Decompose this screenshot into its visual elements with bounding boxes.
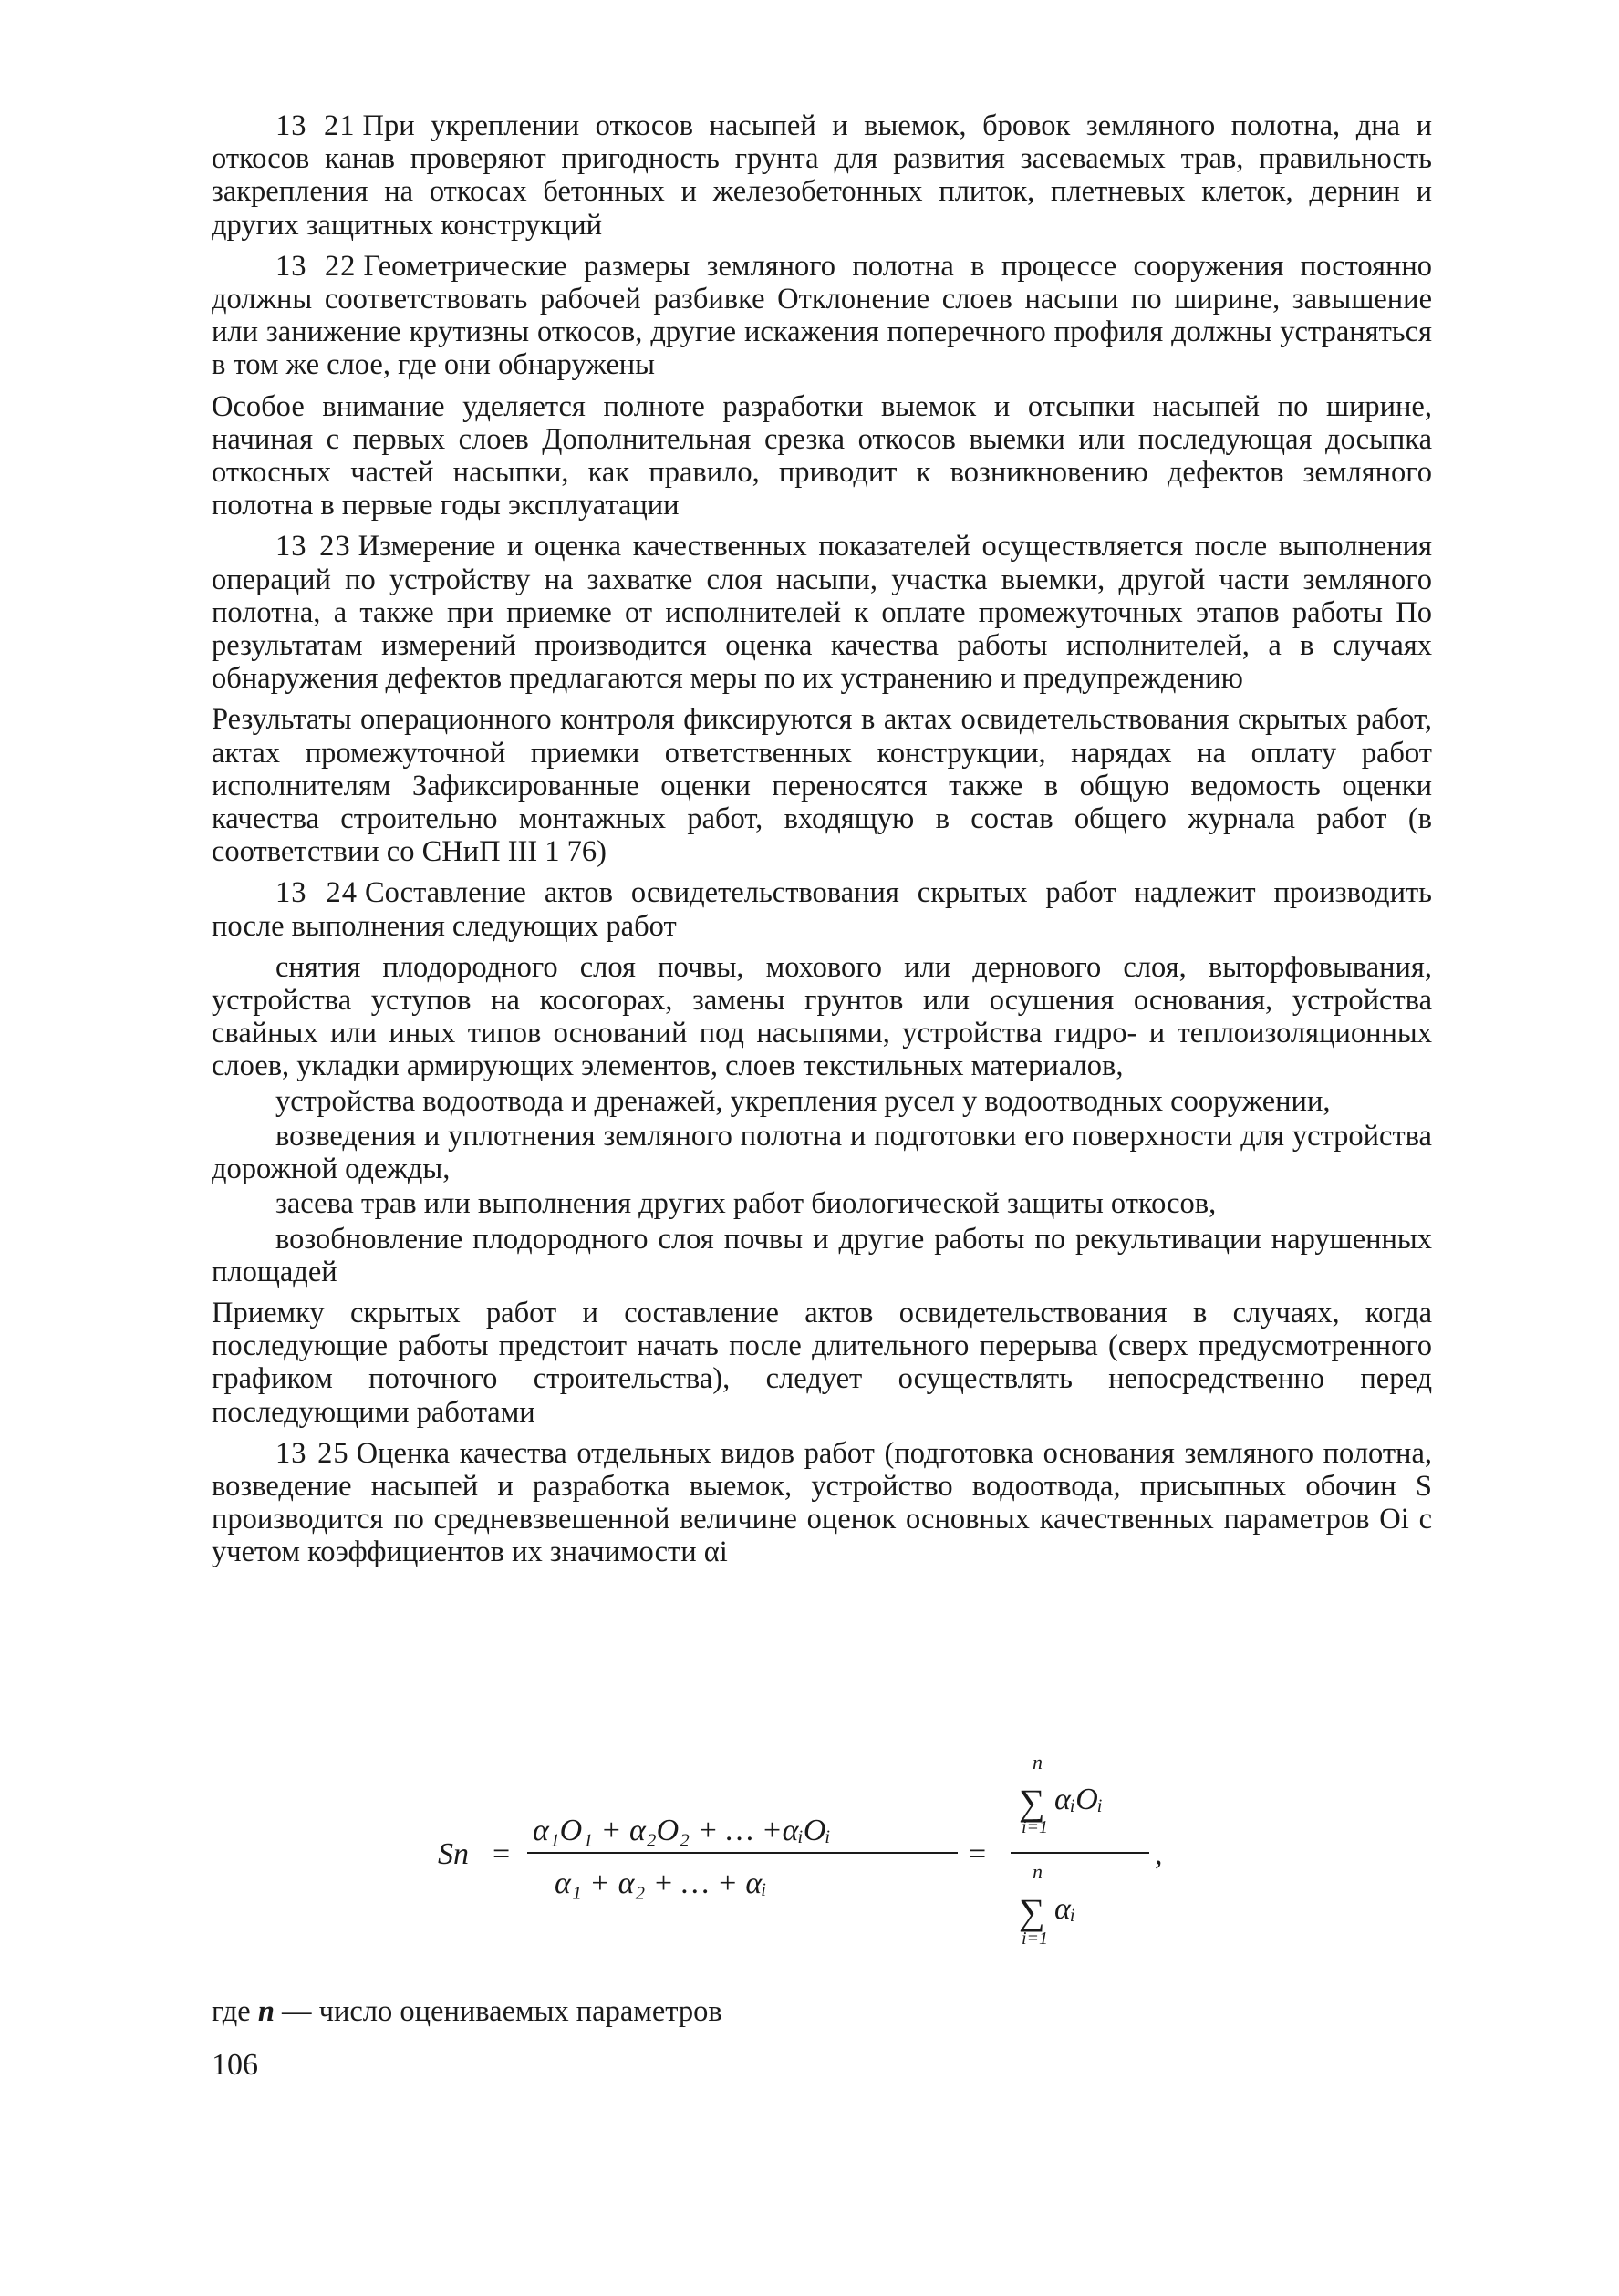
paragraph-text: Приемку скрытых работ и составление актов освидетельствования в случаях, когда последующие работы предстоит начать после длительного перерыва (сверх предусмотренного графиком поточного строительства), следует осуществлять непосредственно перед последующими работами (212, 1296, 1432, 1429)
paragraph-text: Измерение и оценка качественных показателей осуществляется после выполнения операций по устройству на захватке слоя насыпи, участка выемки, другой части земляного полотна, а также при приемке от исполнителей к оплате промежуточных этапов работы По результатам измерений производится оценка качества работы исполнителей, а в случаях обнаружения дефектов предлагаются меры по их устранению и предупреждению (212, 530, 1433, 696)
list-item-topsoil (212, 951, 1432, 1083)
paragraph-text: засева трав или выполнения других работ биологической защиты откосов, (275, 1187, 1217, 1221)
list-item-drainage (212, 1085, 1432, 1118)
clause-number: 13 23 (275, 530, 351, 564)
paragraph-text: возобновление плодородного слоя почвы и другие работы по рекультивации нарушенных площадей (212, 1222, 1432, 1288)
paragraph-text: устройства водоотвода и дренажей, укрепления русел у водоотводных сооружении, (275, 1084, 1331, 1118)
paragraph-text: Оценка качества отдельных видов работ (подготовка основания земляного полотна, возведение насыпей и разработка выемок, устройство водоотвода, присыпных обочин S производится по средневзвешенной величине оценок основных качественных параметров Oi с учетом коэффициентов их значимости αi (212, 1436, 1433, 1569)
formula-lhs: Sп (438, 1837, 469, 1871)
formula-equals-2: = (969, 1837, 987, 1871)
formula-comma: , (1155, 1837, 1163, 1871)
clause-number: 13 25 (275, 1436, 349, 1470)
formula-explanation (212, 1995, 722, 2029)
formula-fraction-denominator: α₁ + α₂ + … + αᵢ (555, 1867, 767, 1900)
paragraph-13-24 (212, 876, 1432, 942)
sum-lower-limit-2: i=1 (1022, 1929, 1049, 1949)
formula-equals: = (493, 1837, 511, 1871)
paragraph-results (212, 703, 1432, 868)
body-text (212, 109, 1432, 1577)
formula-fraction-numerator: α₁O₁ + α₂O₂ + … +αᵢOᵢ (533, 1814, 831, 1847)
sum-upper-limit: n (1033, 1751, 1043, 1774)
where-description: — число оцениваемых параметров (282, 1995, 722, 2028)
summation-icon-2: ∑ (1019, 1891, 1045, 1932)
page-number: 106 (212, 2048, 258, 2082)
clause-number: 13 24 (275, 876, 358, 910)
paragraph-width-attention (212, 390, 1432, 522)
paragraph-text: Составление актов освидетельствования скрытых работ надлежит производить после выполнения следующих работ (212, 876, 1432, 943)
paragraph-13-23 (212, 530, 1432, 695)
list-item-recultivation (212, 1223, 1432, 1288)
sum-term-2: αᵢ (1054, 1892, 1076, 1926)
where-variable: n (257, 1995, 275, 2028)
paragraph-text: возведения и уплотнения земляного полотна и подготовки его поверхности для устройства дорожной одежды, (212, 1119, 1432, 1186)
paragraph-13-22 (212, 250, 1432, 382)
clause-number: 13 21 (275, 109, 356, 142)
paragraph-13-21 (212, 109, 1432, 242)
paragraph-acceptance (212, 1297, 1432, 1429)
paragraph-text: снятия плодородного слоя почвы, мохового или дернового слоя, выторфовывания, устройства уступов на косогорах, замены грунтов или осушения основания, устройства свайных или иных типов оснований под насыпями, устройства гидро- и теплоизоляционных слоев, укладки армирующих элементов, слоев текстильных материалов, (212, 950, 1432, 1083)
sum-upper-limit-2: n (1033, 1860, 1043, 1883)
where-prefix: где (212, 1995, 251, 2028)
paragraph-text: При укреплении откосов насыпей и выемок, бровок земляного полотна, дна и откосов канав проверяют пригодность грунта для развития засеваемых трав, правильность закрепления на откосах бетонных и железобетонных плиток, плетневых клеток, дернин и других защитных конструкций (212, 109, 1433, 242)
weighted-average-formula (438, 1749, 1259, 1959)
sum-term: αᵢOᵢ (1054, 1783, 1104, 1816)
paragraph-text: Особое внимание уделяется полноте разработки выемок и отсыпки насыпей по ширине, начиная с первых слоев Дополнительная срезка откосов выемки или последующая досыпка откосных частей насыпки, как правило, приводит к возникновению дефектов земляного полотна в первые годы эксплуатации (212, 389, 1432, 522)
paragraph-text: Геометрические размеры земляного полотна в процессе сооружения постоянно должны соответствовать рабочей разбивке Отклонение слоев насыпи по ширине, завышение или занижение крутизны откосов, другие искажения поперечного профиля должны устраняться в том же слое, где они обнаружены (212, 249, 1433, 382)
clause-number: 13 22 (275, 249, 357, 283)
summation-icon: ∑ (1019, 1782, 1045, 1823)
paragraph-13-25 (212, 1437, 1432, 1569)
paragraph-text: Результаты операционного контроля фиксируются в актах освидетельствования скрытых работ, актах промежуточной приемки ответственных конструкции, нарядах на оплату работ исполнителям Зафиксированные оценки переносятся также в общую ведомость оценки качества строительно монтажных работ, входящую в состав общего журнала работ (в соответствии со СНиП III 1 76) (212, 703, 1432, 869)
sum-lower-limit: i=1 (1022, 1817, 1049, 1837)
list-item-grass (212, 1187, 1432, 1220)
list-item-embankment (212, 1120, 1432, 1185)
